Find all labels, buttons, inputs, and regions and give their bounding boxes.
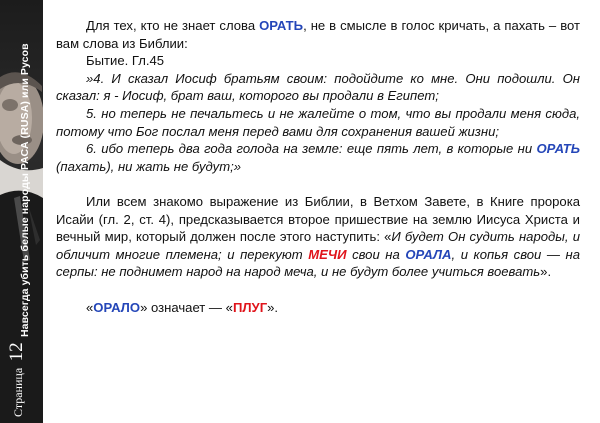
spacer (56, 281, 580, 299)
isaiah-quote-2: свои на (346, 246, 406, 262)
sidebar-caption: Навсегда убить белые народы РАСА (RUSA) или Русов (19, 43, 31, 337)
isaiah-quote-1: И будет Он судить народы, и обличит многие племена; и перекуют (56, 229, 580, 262)
keyword-orala: ОРАЛА (405, 246, 452, 262)
keyword-orat-2: ОРАТЬ (536, 141, 580, 157)
isaiah-close: ». (540, 264, 552, 280)
document-body (56, 17, 580, 316)
sidebar-text-layer (0, 0, 43, 423)
spacer (56, 175, 580, 193)
isaiah-intro: Или всем знакомо выражение из Библии, в Ветхом Завете, в Книге пророка Исайи (гл. 2, ст. 4), предсказывается второе пришествие на землю Иисуса Христа и вечный мир, который должен после этого наступить: « (56, 193, 580, 245)
oralo-open-quote: « (86, 299, 94, 315)
intro-paragraph (56, 17, 580, 52)
keyword-plug: ПЛУГ (232, 299, 268, 315)
bible-reference: Бытие. Гл.45 (86, 53, 165, 69)
intro-text-start: Для тех, кто не знает слова (86, 18, 260, 33)
intro-text-end: , не в смысле в голос кричать, а пахать – вот вам слова из Библии: (56, 18, 580, 51)
verse-5: 5. но теперь не печальтесь и не жалейте о том, что вы продали меня сюда, потому что Бог послал меня перед вами для сохранения вашей жизни; (56, 105, 580, 139)
oralo-close: ». (267, 299, 279, 315)
isaiah-paragraph (56, 193, 580, 281)
page-word: Страница (11, 367, 25, 417)
page-number-label (6, 342, 28, 417)
oralo-means: » означает — « (140, 299, 233, 315)
keyword-oralo: ОРАЛО (93, 299, 141, 315)
isaiah-quote-3: , и копья свои — на серпы: не поднимет народ на народ меча, и не будут более учиться воевать (56, 246, 580, 280)
sidebar-banner (0, 0, 43, 423)
oralo-paragraph (56, 299, 580, 317)
verse-6-end: (пахать), ни жать не будут;» (56, 158, 242, 174)
keyword-orat: ОРАТЬ (259, 18, 304, 33)
verse-6-start: 6. ибо теперь два года голода на земле: еще пять лет, в которые ни (86, 141, 537, 157)
verse-4: »4. И сказал Иосиф братьям своим: подойдите ко мне. Они подошли. Он сказал: я - Иосиф, брат ваш, которого вы продали в Египет; (56, 70, 580, 104)
verse-6 (56, 140, 580, 175)
keyword-mechi: МЕЧИ (308, 246, 347, 262)
page-number: 12 (6, 342, 27, 362)
